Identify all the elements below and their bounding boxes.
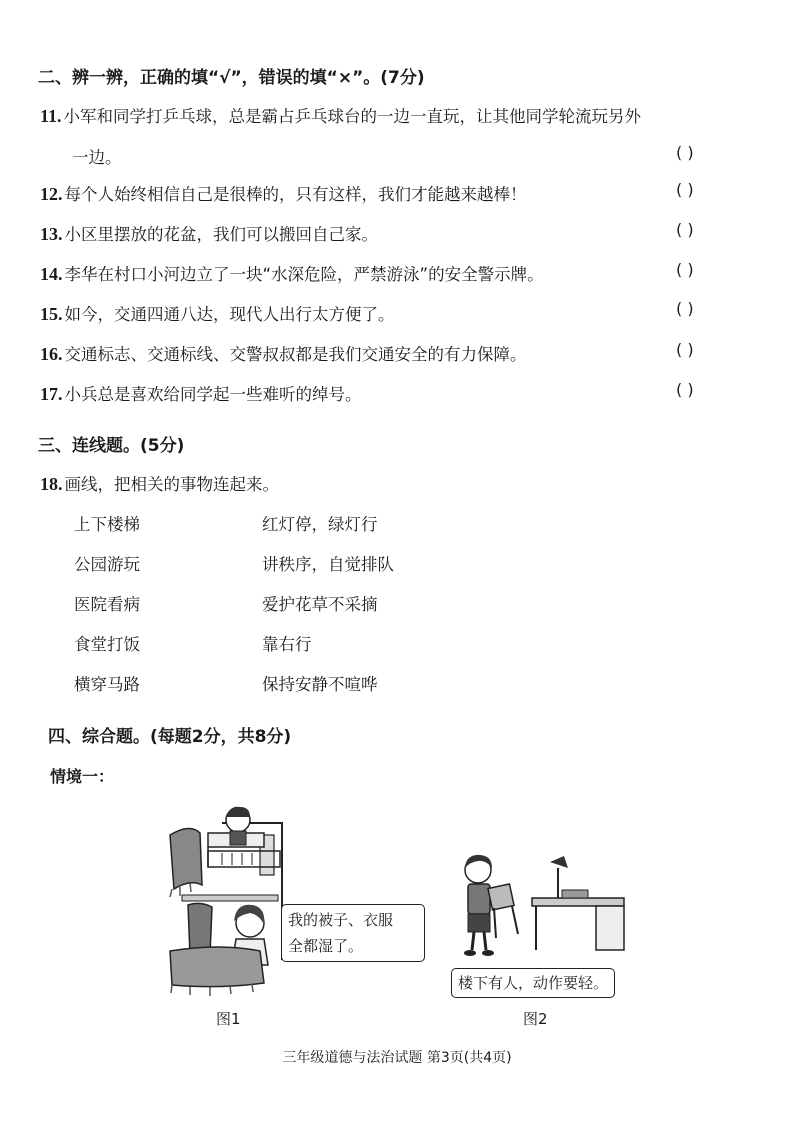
- answer-paren-12[interactable]: ( ): [676, 180, 694, 199]
- question-17: [40, 381, 362, 405]
- question-18: [40, 471, 279, 495]
- answer-paren-14[interactable]: ( ): [676, 260, 694, 279]
- question-number: 12.: [40, 184, 63, 204]
- figure-2-caption: 图2: [523, 1010, 548, 1028]
- question-text: 每个人始终相信自己是很棒的，只有这样，我们才能越来越棒！: [64, 185, 527, 204]
- match-left-item[interactable]: 食堂打饭: [74, 635, 140, 654]
- section-2-heading: 二、辨一辨，正确的填“√”，错误的填“×”。(7分): [38, 68, 425, 88]
- answer-paren-11[interactable]: ( ): [676, 143, 694, 162]
- question-text: 小兵总是喜欢给同学起一些难听的绰号。: [64, 385, 362, 404]
- bubble-line: 全都湿了。: [288, 937, 364, 955]
- answer-paren-15[interactable]: ( ): [676, 299, 694, 318]
- answer-paren-13[interactable]: ( ): [676, 220, 694, 239]
- match-left-item[interactable]: 上下楼梯: [74, 515, 140, 534]
- question-number: 15.: [40, 304, 63, 324]
- question-12: [40, 181, 527, 205]
- answer-paren-17[interactable]: ( ): [676, 380, 694, 399]
- question-15: [40, 301, 395, 325]
- section-4-heading: 四、综合题。(每题2分，共8分): [48, 727, 292, 747]
- figure-1-caption: 图1: [216, 1010, 241, 1028]
- question-number: 18.: [40, 474, 63, 494]
- match-left-item[interactable]: 公园游玩: [74, 555, 140, 574]
- page-footer: 三年级道德与法治试题 第3页(共4页): [282, 1050, 512, 1066]
- match-left-item[interactable]: 横穿马路: [74, 675, 140, 694]
- scenario-label: 情境一：: [50, 767, 115, 786]
- match-right-item[interactable]: 红灯停，绿灯行: [262, 515, 378, 534]
- question-13: [40, 221, 378, 245]
- figure-1-illustration: [160, 775, 290, 1000]
- figure-1-speech-bubble: [281, 904, 425, 962]
- match-right-item[interactable]: 靠右行: [262, 635, 312, 654]
- match-left-item[interactable]: 医院看病: [74, 595, 140, 614]
- question-text: 交通标志、交通标线、交警叔叔都是我们交通安全的有力保障。: [64, 345, 527, 364]
- question-text: 李华在村口小河边立了一块“水深危险，严禁游泳”的安全警示牌。: [64, 265, 544, 284]
- section-3-heading: 三、连线题。(5分): [38, 436, 185, 456]
- question-number: 11.: [40, 106, 62, 126]
- question-number: 14.: [40, 264, 63, 284]
- question-text: 小区里摆放的花盆，我们可以搬回自己家。: [64, 225, 378, 244]
- answer-paren-16[interactable]: ( ): [676, 340, 694, 359]
- question-11-line2: 一边。: [72, 148, 122, 167]
- question-text: 画线，把相关的事物连起来。: [64, 475, 279, 494]
- bubble-line: 我的被子、衣服: [288, 911, 394, 929]
- question-text: 如今，交通四通八达，现代人出行太方便了。: [64, 305, 395, 324]
- question-number: 13.: [40, 224, 63, 244]
- match-right-item[interactable]: 爱护花草不采摘: [262, 595, 378, 614]
- match-right-item[interactable]: 讲秩序，自觉排队: [262, 555, 394, 574]
- question-text: 小军和同学打乒乓球，总是霸占乒乓球台的一边一直玩，让其他同学轮流玩另外: [63, 107, 642, 126]
- figure-2-illustration: [450, 850, 630, 965]
- match-right-item[interactable]: 保持安静不喧哗: [262, 675, 378, 694]
- figure-2-speech-bubble: 楼下有人，动作要轻。: [451, 968, 615, 998]
- question-number: 17.: [40, 384, 63, 404]
- question-14: [40, 261, 544, 285]
- question-number: 16.: [40, 344, 63, 364]
- question-16: [40, 341, 527, 365]
- question-11: [40, 103, 641, 127]
